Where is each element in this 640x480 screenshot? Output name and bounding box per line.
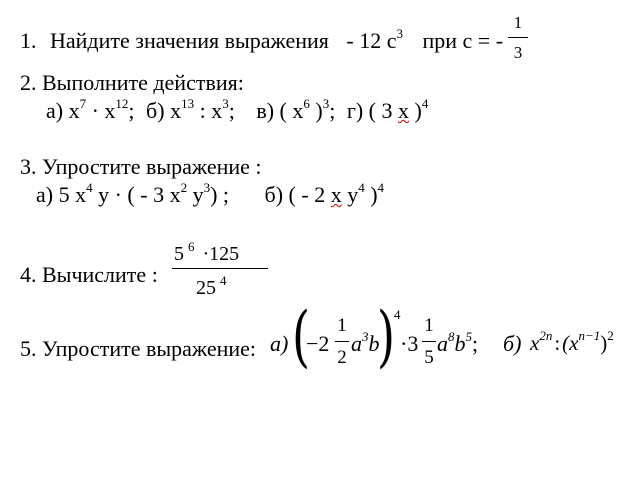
problem-1-fraction-numerator: 1	[513, 13, 523, 32]
problem-2-item-v: в) ( $x^6$ )$^3$;	[256, 96, 336, 123]
problem-5-label: 5. Упростите выражение:	[20, 336, 257, 361]
problem-1	[20, 26, 504, 53]
problem-5-minus-two: −2	[306, 331, 330, 356]
problem-1-fraction-bar	[508, 37, 528, 38]
problem-4-fraction-bar	[172, 268, 268, 269]
problem-2-title: 2. Выполните действия:	[20, 70, 244, 95]
problem-5-right-paren: )	[377, 298, 396, 375]
problem-4-numerator: 5 $^6$ ·125	[174, 239, 240, 265]
problem-5-fraction-2-numerator: 1	[424, 315, 434, 336]
problem-5-times-three: ·3	[400, 331, 419, 356]
problem-4-label: 4. Вычислите :	[20, 262, 158, 287]
problem-3-item-a: а) 5 $x^4$ y · ( - 3 $x^2$ $y^3$) ;	[36, 180, 230, 207]
problem-2-item-g: г) ( 3 x )$^4$	[346, 96, 429, 123]
problem-5-fraction-1-numerator: 1	[337, 315, 347, 336]
problem-1-number: 1.	[20, 28, 37, 53]
problem-5-item-a-label: а)	[270, 331, 289, 356]
problem-1-expression: - 12 $c^3$	[346, 26, 403, 53]
problem-5-item-b-label: б)	[503, 331, 522, 356]
problem-5-item-b-expression: $x^{2n}:(x^{n-1})^2$	[530, 328, 614, 355]
problem-2-item-a: а) $x^7 \cdot x^{12}$;	[46, 96, 135, 123]
problem-3-items	[36, 180, 385, 207]
problem-3-title: 3. Упростите выражение :	[20, 154, 262, 179]
problem-5-left-paren: (	[292, 298, 311, 375]
problem-5-fraction-1-denominator: 2	[337, 347, 347, 368]
problem-1-condition: при c = -	[422, 28, 504, 53]
problem-2-item-b: б) $x^{13}$ : $x^3$;	[146, 96, 235, 123]
problem-1-text: Найдите значения выражения	[50, 28, 329, 53]
problem-5-outer-exponent: 4	[394, 307, 401, 322]
problem-2-items	[46, 96, 429, 123]
problem-5-fraction-1-bar	[335, 341, 349, 342]
problem-5-fraction-2-denominator: 5	[424, 347, 434, 368]
problem-5-fraction-2-bar	[422, 341, 436, 342]
problem-3-item-b: б) ( - 2 x $y^4$ )$^4$	[264, 180, 385, 207]
problem-5-a-cubed: $a^3b$	[351, 329, 380, 356]
problem-5-a8-b5: $a^8b^5$;	[437, 329, 479, 356]
problem-4-denominator: 25 $^4$	[196, 273, 227, 299]
problem-1-fraction-denominator: 3	[513, 43, 523, 62]
